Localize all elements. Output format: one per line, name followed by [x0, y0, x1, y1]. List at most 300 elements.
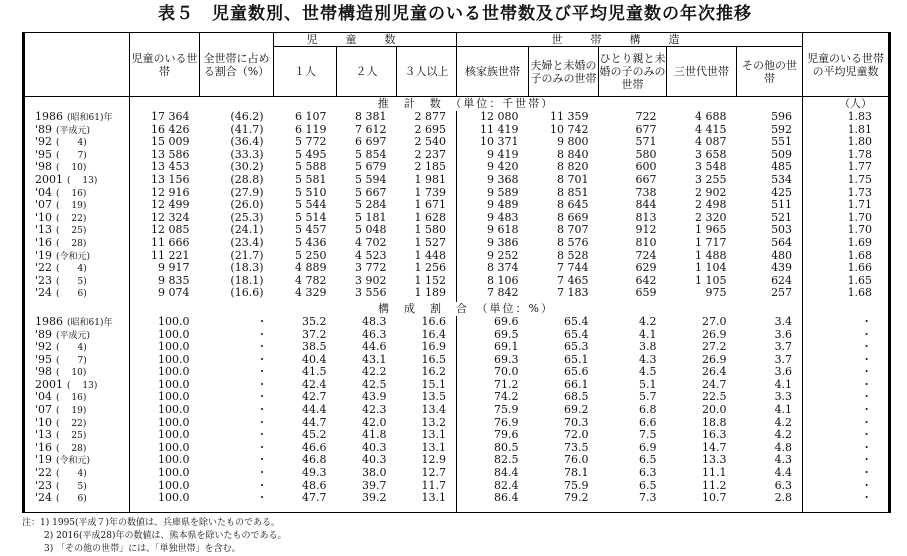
cell-nuclear: 12 080 [480, 110, 519, 123]
cell-three-plus: 13.1 [397, 429, 457, 442]
cell-households-with-children: 9 835 [158, 273, 190, 287]
cell-share-of-all: ・ [256, 453, 268, 467]
unit-label: （人） [803, 97, 890, 112]
table-row [24, 250, 890, 263]
spacer-cell [803, 505, 890, 513]
era-year: ( 19) [56, 406, 87, 417]
cell-two-children: 4 523 [355, 248, 387, 262]
cell-nuclear: 75.9 [494, 403, 519, 417]
cell-share-of-all: ・ [256, 415, 268, 429]
header-two-children: ２人 [337, 47, 397, 97]
table-row [24, 492, 890, 505]
table-row [24, 429, 890, 442]
cell-couple-unmarried: 8 707 [557, 223, 589, 237]
cell-three-plus: 16.6 [397, 316, 457, 329]
cell-single-parent: 6.9 [639, 440, 657, 454]
cell-couple-unmarried: 65.1 [564, 352, 589, 366]
cell-share-of-all: ・ [256, 314, 268, 328]
cell-single-parent: 813 [635, 210, 657, 224]
cell-three-plus: 2 237 [397, 149, 457, 162]
cell-three-generation: 18.8 [702, 415, 727, 429]
era-year: ( 6) [56, 494, 87, 505]
cell-other: 4.2 [774, 415, 793, 429]
cell-three-plus: 1 739 [397, 187, 457, 200]
cell-share-of-all: (24.1) [230, 223, 264, 237]
cell-share-of-all: ・ [256, 365, 268, 379]
cell-nuclear: 9 252 [487, 248, 519, 262]
section-label: 推 計 数 （単位：千世帯） [377, 97, 555, 110]
cell-avg-children: ・ [803, 366, 890, 379]
year: 1986 [35, 314, 63, 328]
table-title: 表５ 児童数別、世帯構造別児童のいる世帯数及び平均児童数の年次推移 [158, 4, 752, 24]
cell-two-children: 5 679 [355, 160, 387, 174]
cell-share-of-all: (25.3) [230, 210, 264, 224]
cell-avg-children: ・ [803, 480, 890, 493]
cell-one-child: 5 581 [295, 172, 327, 186]
cell-households-with-children: 9 074 [158, 286, 190, 300]
era-year: ( 10) [56, 368, 87, 379]
cell-three-plus: 13.1 [397, 442, 457, 455]
table-row [24, 174, 890, 187]
table-row [24, 467, 890, 480]
cell-other: 511 [771, 198, 793, 212]
cell-other: 564 [771, 235, 793, 249]
cell-avg-children: ・ [803, 391, 890, 404]
cell-one-child: 4 329 [295, 286, 327, 300]
cell-single-parent: 6.3 [639, 466, 657, 480]
table-row [24, 237, 890, 250]
cell-three-generation: 1 717 [695, 235, 727, 249]
cell-households-with-children: 11 666 [151, 235, 190, 249]
header-avg-children: 児童のいる世帯の平均児童数 [803, 33, 890, 97]
cell-two-children: 5 854 [355, 147, 387, 161]
cell-avg-children: ・ [803, 442, 890, 455]
cell-avg-children: ・ [803, 492, 890, 505]
era-year: (昭和61)年 [67, 113, 113, 123]
cell-couple-unmarried: 8 701 [557, 172, 589, 186]
cell-nuclear: 80.5 [494, 440, 519, 454]
era-year: ( 13) [67, 175, 98, 186]
cell-three-plus: 11.7 [397, 480, 457, 493]
header-one-child: １人 [274, 47, 337, 97]
cell-three-generation: 4 688 [695, 110, 727, 123]
cell-share-of-all: (30.2) [230, 160, 264, 174]
table-row [24, 354, 890, 367]
cell-single-parent: 5.1 [639, 377, 657, 391]
table-row [24, 136, 890, 149]
footnote: 3) 「その他の世帯」には、「単独世帯」を含む。 [44, 543, 241, 554]
cell-households-with-children: 100.0 [158, 440, 190, 454]
cell-three-plus: 2 695 [397, 124, 457, 137]
era-year: ( 10) [56, 163, 87, 174]
cell-couple-unmarried: 76.0 [564, 453, 589, 467]
cell-nuclear: 71.2 [494, 377, 519, 391]
cell-avg-children: 1.81 [803, 124, 890, 137]
cell-three-plus: 16.5 [397, 354, 457, 367]
footnote: 1) 1995(平成７)年の数値は、兵庫県を除いたものである。 [40, 517, 281, 528]
cell-two-children: 8 381 [355, 110, 387, 123]
cell-three-generation: 16.3 [702, 428, 727, 442]
cell-one-child: 45.2 [302, 428, 327, 442]
cell-share-of-all: ・ [256, 390, 268, 404]
cell-two-children: 43.9 [362, 390, 387, 404]
table-row [24, 341, 890, 354]
year: '04 [35, 185, 53, 199]
cell-other: 3.7 [774, 352, 793, 366]
cell-share-of-all: ・ [256, 377, 268, 391]
era-year: ( 22) [56, 213, 87, 224]
year: '07 [35, 403, 53, 417]
cell-share-of-all: (21.7) [230, 248, 264, 262]
year: '22 [35, 466, 53, 480]
cell-one-child: 38.5 [302, 340, 327, 354]
cell-share-of-all: ・ [256, 491, 268, 505]
cell-households-with-children: 100.0 [158, 365, 190, 379]
cell-single-parent: 722 [635, 110, 657, 123]
cell-three-generation: 4 415 [695, 122, 727, 136]
cell-single-parent: 580 [635, 147, 657, 161]
cell-two-children: 41.8 [362, 428, 387, 442]
cell-households-with-children: 17 364 [151, 110, 190, 123]
cell-avg-children: 1.80 [803, 136, 890, 149]
cell-share-of-all: (16.6) [230, 286, 264, 300]
cell-two-children: 5 181 [355, 210, 387, 224]
cell-three-generation: 26.9 [702, 327, 727, 341]
era-year: ( 16) [56, 393, 87, 404]
cell-couple-unmarried: 8 576 [557, 235, 589, 249]
cell-single-parent: 629 [635, 261, 657, 275]
cell-one-child: 37.2 [302, 327, 327, 341]
header-nuclear: 核家族世帯 [457, 47, 529, 97]
year: '22 [35, 261, 53, 275]
cell-nuclear: 9 419 [487, 147, 519, 161]
cell-three-plus: 1 256 [397, 262, 457, 275]
cell-three-plus: 2 877 [397, 111, 457, 124]
year-label [24, 492, 130, 505]
year: '95 [35, 352, 53, 366]
cell-other: 592 [771, 122, 793, 136]
cell-nuclear: 9 489 [487, 198, 519, 212]
cell-households-with-children: 100.0 [158, 327, 190, 341]
cell-couple-unmarried: 10 742 [550, 122, 589, 136]
footnote: 2) 2016(平成28)年の数値は、熊本県を除いたものである。 [44, 530, 287, 541]
header-other: その他の世帯 [737, 47, 803, 97]
year: '24 [35, 286, 53, 300]
cell-households-with-children: 16 426 [151, 122, 190, 136]
cell-couple-unmarried: 79.2 [564, 491, 589, 505]
cell-households-with-children: 13 586 [151, 147, 190, 161]
cell-households-with-children: 11 221 [151, 248, 190, 262]
cell-three-plus: 1 628 [397, 212, 457, 225]
cell-three-generation: 2 902 [695, 185, 727, 199]
cell-three-plus: 1 981 [397, 174, 457, 187]
cell-avg-children: 1.78 [803, 149, 890, 162]
cell-households-with-children: 13 453 [151, 160, 190, 174]
header-three-generation: 三世代世帯 [667, 47, 737, 97]
cell-one-child: 46.8 [302, 453, 327, 467]
section-label-row [24, 97, 890, 112]
year: '89 [35, 122, 53, 136]
cell-couple-unmarried: 8 528 [557, 248, 589, 262]
cell-households-with-children: 100.0 [158, 491, 190, 505]
cell-couple-unmarried: 70.3 [564, 415, 589, 429]
section-label-row [24, 302, 890, 316]
cell-couple-unmarried: 65.4 [564, 327, 589, 341]
cell-other: 4.4 [774, 466, 793, 480]
era-year: ( 19) [56, 201, 87, 212]
cell-share-of-all: ・ [256, 440, 268, 454]
era-year: ( 16) [56, 188, 87, 199]
cell-households-with-children: 12 499 [151, 198, 190, 212]
cell-avg-children: ・ [803, 341, 890, 354]
cell-households-with-children: 100.0 [158, 403, 190, 417]
cell-other: 257 [771, 286, 793, 300]
cell-share-of-all: ・ [256, 340, 268, 354]
cell-avg-children: ・ [803, 417, 890, 430]
year: '13 [35, 223, 53, 237]
cell-nuclear: 69.3 [494, 352, 519, 366]
cell-nuclear: 7 842 [487, 286, 519, 300]
cell-nuclear: 69.5 [494, 327, 519, 341]
cell-share-of-all: (27.9) [230, 185, 264, 199]
cell-couple-unmarried: 8 851 [557, 185, 589, 199]
cell-two-children: 38.0 [362, 466, 387, 480]
cell-couple-unmarried: 8 820 [557, 160, 589, 174]
cell-one-child: 5 772 [295, 135, 327, 149]
cell-nuclear: 9 589 [487, 185, 519, 199]
cell-households-with-children: 13 156 [151, 172, 190, 186]
year: 2001 [35, 377, 63, 391]
cell-couple-unmarried: 7 183 [557, 286, 589, 300]
cell-three-generation: 10.7 [702, 491, 727, 505]
cell-avg-children: 1.68 [803, 287, 890, 300]
cell-one-child: 5 436 [295, 235, 327, 249]
cell-one-child: 40.4 [302, 352, 327, 366]
cell-three-plus: 16.2 [397, 366, 457, 379]
cell-one-child: 48.6 [302, 478, 327, 492]
spacer-cell [200, 505, 274, 513]
era-year: (令和元) [56, 456, 91, 467]
era-year: (平成元) [56, 330, 91, 341]
era-year: ( 5) [56, 481, 87, 492]
cell-one-child: 42.7 [302, 390, 327, 404]
cell-one-child: 4 889 [295, 261, 327, 275]
cell-households-with-children: 100.0 [158, 340, 190, 354]
cell-three-generation: 3 255 [695, 172, 727, 186]
spacer-cell [667, 505, 737, 513]
cell-one-child: 41.5 [302, 365, 327, 379]
cell-three-plus: 13.4 [397, 404, 457, 417]
spacer-cell [397, 505, 457, 513]
cell-couple-unmarried: 8 669 [557, 210, 589, 224]
spacer-cell [529, 505, 599, 513]
cell-share-of-all: ・ [256, 478, 268, 492]
cell-other: 4.8 [774, 440, 793, 454]
cell-three-generation: 27.2 [702, 340, 727, 354]
cell-couple-unmarried: 75.9 [564, 478, 589, 492]
cell-three-plus: 1 189 [397, 287, 457, 300]
cell-avg-children: ・ [803, 316, 890, 329]
statistics-table [22, 32, 891, 513]
year: '23 [35, 478, 53, 492]
cell-couple-unmarried: 9 800 [557, 135, 589, 149]
cell-two-children: 3 556 [355, 286, 387, 300]
era-year: ( 13) [67, 380, 98, 391]
cell-two-children: 5 667 [355, 185, 387, 199]
cell-two-children: 44.6 [362, 340, 387, 354]
spacer-cell [457, 505, 529, 513]
cell-three-generation: 14.7 [702, 440, 727, 454]
cell-single-parent: 7.5 [639, 428, 657, 442]
year-label [24, 287, 130, 300]
year: '89 [35, 327, 53, 341]
cell-couple-unmarried: 8 840 [557, 147, 589, 161]
cell-three-plus: 2 540 [397, 136, 457, 149]
cell-one-child: 5 544 [295, 198, 327, 212]
cell-households-with-children: 12 916 [151, 185, 190, 199]
year: '04 [35, 390, 53, 404]
era-year: (昭和61)年 [67, 317, 113, 328]
era-year: ( 5) [56, 276, 87, 287]
cell-three-plus: 12.9 [397, 454, 457, 467]
table-row [24, 329, 890, 342]
cell-three-generation: 24.7 [702, 377, 727, 391]
cell-share-of-all: ・ [256, 352, 268, 366]
cell-couple-unmarried: 68.5 [564, 390, 589, 404]
cell-two-children: 42.2 [362, 365, 387, 379]
cell-three-generation: 4 087 [695, 135, 727, 149]
cell-three-generation: 975 [705, 286, 727, 300]
cell-households-with-children: 100.0 [158, 390, 190, 404]
cell-three-generation: 1 104 [695, 261, 727, 275]
table-row [24, 480, 890, 493]
cell-one-child: 6 119 [295, 122, 327, 136]
cell-avg-children: ・ [803, 454, 890, 467]
cell-nuclear: 9 386 [487, 235, 519, 249]
cell-households-with-children: 100.0 [158, 478, 190, 492]
cell-nuclear: 69.6 [494, 314, 519, 328]
cell-couple-unmarried: 7 744 [557, 261, 589, 275]
cell-households-with-children: 15 009 [151, 135, 190, 149]
era-year: ( 4) [56, 138, 87, 149]
header-couple-unmarried: 夫婦と未婚の子のみの世帯 [529, 47, 599, 97]
cell-share-of-all: (18.3) [230, 261, 264, 275]
cell-nuclear: 11 419 [480, 122, 519, 136]
cell-share-of-all: (36.4) [230, 135, 264, 149]
spacer-cell [24, 505, 130, 513]
cell-avg-children: 1.68 [803, 250, 890, 263]
cell-other: 3.7 [774, 340, 793, 354]
cell-two-children: 3 772 [355, 261, 387, 275]
era-year: ( 25) [56, 226, 87, 237]
year: '10 [35, 210, 53, 224]
cell-single-parent: 4.3 [639, 352, 657, 366]
cell-single-parent: 912 [635, 223, 657, 237]
era-year: ( 4) [56, 264, 87, 275]
cell-couple-unmarried: 73.5 [564, 440, 589, 454]
cell-one-child: 6 107 [295, 110, 327, 123]
year: '95 [35, 147, 53, 161]
cell-one-child: 5 495 [295, 147, 327, 161]
cell-couple-unmarried: 65.3 [564, 340, 589, 354]
cell-share-of-all: (26.0) [230, 198, 264, 212]
cell-single-parent: 4.1 [639, 327, 657, 341]
cell-two-children: 46.3 [362, 327, 387, 341]
cell-single-parent: 677 [635, 122, 657, 136]
cell-couple-unmarried: 65.6 [564, 365, 589, 379]
spacer-cell [130, 505, 200, 513]
cell-other: 534 [771, 172, 793, 186]
cell-two-children: 39.2 [362, 491, 387, 505]
cell-other: 4.1 [774, 377, 793, 391]
cell-three-generation: 2 320 [695, 210, 727, 224]
cell-one-child: 5 514 [295, 210, 327, 224]
era-year: ( 22) [56, 418, 87, 429]
cell-avg-children: 1.66 [803, 262, 890, 275]
cell-one-child: 42.4 [302, 377, 327, 391]
year: '19 [35, 248, 53, 262]
spacer-cell [599, 505, 667, 513]
cell-avg-children: 1.73 [803, 187, 890, 200]
cell-nuclear: 9 618 [487, 223, 519, 237]
cell-two-children: 48.3 [362, 314, 387, 328]
cell-other: 596 [771, 110, 793, 123]
cell-share-of-all: ・ [256, 466, 268, 480]
cell-couple-unmarried: 66.1 [564, 377, 589, 391]
cell-avg-children: 1.71 [803, 199, 890, 212]
header-single-parent: ひとり親と未婚の子のみの世帯 [599, 47, 667, 97]
cell-one-child: 4 782 [295, 273, 327, 287]
cell-nuclear: 70.0 [494, 365, 519, 379]
cell-households-with-children: 100.0 [158, 453, 190, 467]
cell-three-plus: 15.1 [397, 379, 457, 392]
cell-nuclear: 8 374 [487, 261, 519, 275]
cell-single-parent: 5.7 [639, 390, 657, 404]
cell-couple-unmarried: 78.1 [564, 466, 589, 480]
table-row [24, 379, 890, 392]
cell-other: 2.8 [774, 491, 793, 505]
cell-single-parent: 3.8 [639, 340, 657, 354]
cell-three-plus: 2 185 [397, 161, 457, 174]
table-row [24, 111, 890, 124]
cell-couple-unmarried: 7 465 [557, 273, 589, 287]
cell-single-parent: 4.2 [639, 314, 657, 328]
cell-one-child: 44.4 [302, 403, 327, 417]
cell-three-generation: 27.0 [702, 314, 727, 328]
year: '13 [35, 428, 53, 442]
cell-avg-children: 1.70 [803, 212, 890, 225]
cell-three-plus: 13.1 [397, 492, 457, 505]
cell-nuclear: 10 371 [480, 135, 519, 149]
era-year: (令和元) [56, 251, 91, 262]
era-year: ( 6) [56, 289, 87, 300]
cell-nuclear: 76.9 [494, 415, 519, 429]
year: '98 [35, 365, 53, 379]
cell-households-with-children: 100.0 [158, 314, 190, 328]
cell-two-children: 5 284 [355, 198, 387, 212]
cell-two-children: 5 048 [355, 223, 387, 237]
cell-three-plus: 16.4 [397, 329, 457, 342]
cell-nuclear: 79.6 [494, 428, 519, 442]
cell-three-plus: 1 152 [397, 275, 457, 288]
cell-other: 480 [771, 248, 793, 262]
cell-couple-unmarried: 65.4 [564, 314, 589, 328]
cell-three-generation: 20.0 [702, 403, 727, 417]
cell-three-plus: 13.5 [397, 391, 457, 404]
cell-two-children: 3 902 [355, 273, 387, 287]
cell-other: 6.3 [774, 478, 793, 492]
cell-households-with-children: 9 917 [158, 261, 190, 275]
